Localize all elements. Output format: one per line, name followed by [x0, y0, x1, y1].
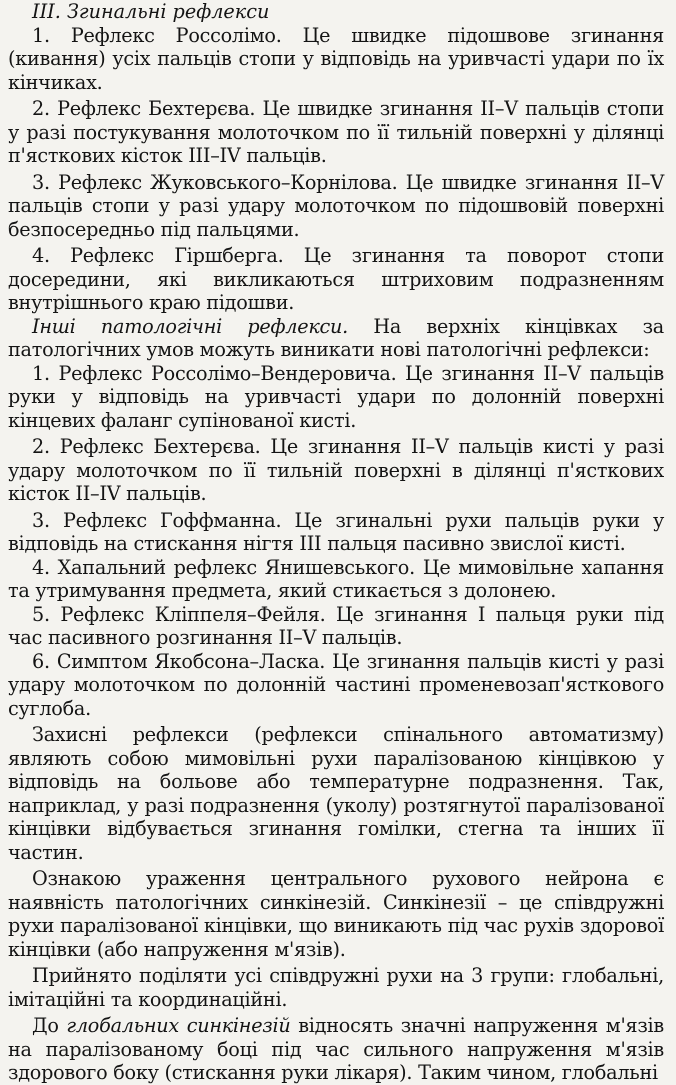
other-reflex-3: 3. Рефлекс Гоффманна. Це згинальні рухи пальців руки у відповідь на стискання нігтя III пальця пасивно звислої кисті.	[8, 508, 664, 555]
global-before: До	[32, 1014, 67, 1037]
global-term: глобальних синкінезій	[66, 1014, 291, 1037]
heading-title: Згинальні рефлекси	[66, 0, 270, 23]
global-synkinesis-paragraph	[8, 1014, 664, 1085]
global-after: відносять значні напруження м'язів на паралізованому боці під час сильного напруження м'язів здорового боку (стискання руки лікаря). Таким чином, глобальні	[8, 1014, 664, 1084]
other-reflex-4: 4. Хапальний рефлекс Янишевського. Це мимовільне хапання та утримування предмета, який стикається з долонею.	[8, 555, 664, 602]
other-reflexes-intro	[8, 315, 664, 362]
other-reflex-6: 6. Симптом Якобсона–Ласка. Це згинання пальців кисті у разі удару молоточком по долонній частині променевозап'ясткового суглоба.	[8, 649, 664, 720]
other-reflexes-text: На верхніх кінцівках за патологічних умов можуть виникати нові патологічні рефлекси:	[8, 314, 664, 361]
other-reflex-1: 1. Рефлекс Россолімо–Вендеровича. Це згинання II–V пальців руки у відповідь на уривчасті удари по долонній поверхні кінцевих фаланг супінованої кисті.	[8, 361, 664, 432]
heading-prefix: III.	[32, 0, 67, 23]
flexion-reflex-3: 3. Рефлекс Жуковського–Корнілова. Це швидке згинання II–V пальців стопи у разі удару молоточком по підошвовій поверхні безпосередньо під пальцями.	[8, 170, 664, 241]
other-reflexes-title: Інші патологічні рефлекси.	[32, 314, 349, 338]
flexion-reflex-1: 1. Рефлекс Россолімо. Це швидке підошвове згинання (кивання) усіх пальців стопи у відповідь на уривчасті удари по їх кінчиках.	[8, 23, 664, 94]
section-heading	[8, 0, 664, 24]
flexion-reflex-2: 2. Рефлекс Бехтерєва. Це швидке згинання II–V пальців стопи у разі постукування молоточком по її тильній поверхні у ділянці п'ясткових кісток III–IV пальців.	[8, 97, 664, 167]
flexion-reflex-4: 4. Рефлекс Гіршберга. Це згинання та поворот стопи досередини, які викликаються штриховим подразненням внутрішнього краю підошви.	[8, 244, 664, 314]
synkinesis-paragraph: Ознакою ураження центрального рухового нейрона є наявність патологічних синкінезій. Синкінезії – це співдружні рухи паралізованої кінцівки, що виникають під час рухів здорової кінцівки (або напруження м'язів).	[8, 867, 664, 961]
other-reflex-2: 2. Рефлекс Бехтерєва. Це згинання II–V пальців кисті у разі удару молоточком по її тильній поверхні в ділянці п'ясткових кісток II–IV пальців.	[8, 435, 664, 505]
other-reflex-5: 5. Рефлекс Кліппеля–Фейля. Це згинання I пальця руки під час пасивного розгинання II–V пальців.	[8, 602, 664, 649]
protective-reflexes-paragraph: Захисні рефлекси (рефлекси спінального автоматизму) являють собою мимовільні рухи паралізованою кінцівкою у відповідь на больове або температурне подразнення. Так, наприклад, у разі подразнення (уколу) розтягнутої паралізованої кінцівки відбувається згинання гомілки, стегна та інших її частин.	[8, 723, 664, 864]
synkinesis-groups-paragraph: Прийнято поділяти усі співдружні рухи на 3 групи: глобальні, імітаційні та координаційні.	[8, 964, 664, 1011]
